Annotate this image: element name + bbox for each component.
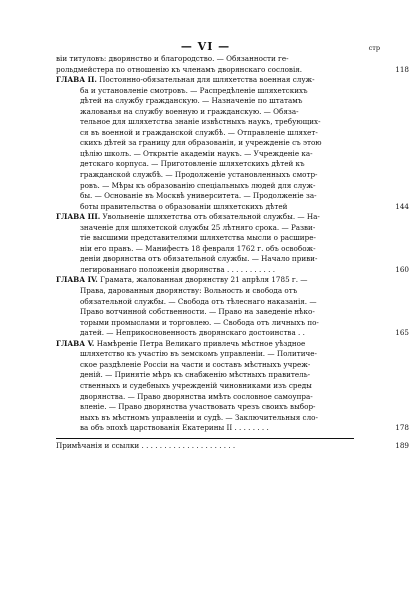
toc-line: боты правительства о образованіи шляхетскихъ дѣтей: [80, 201, 288, 211]
toc-line: скихъ дѣтей за границу для образованія, и учрежденіе съ этою: [80, 138, 322, 148]
toc-line: цѣлію школъ. — Открытіе академіи наукъ. — Учрежденіе ка-: [80, 148, 313, 158]
toc-line: Увольненіе шляхетства отъ обязательной службы. — На-: [100, 212, 320, 222]
toc-entry-notes[interactable]: [56, 440, 409, 452]
chapter-label: ГЛАВА III.: [56, 212, 101, 222]
toc-line: бы. — Основаніе въ Москвѣ университета. — Продолженіе за-: [80, 191, 317, 201]
toc-line: Грамата, жалованная дворянству 21 апрѣля 1785 г. —: [97, 275, 308, 285]
toc-line: дворянства. — Право дворянства имѣть сословное самоупра-: [80, 391, 313, 401]
toc-line: віи титуловъ: дворянство и благородство. — Обязанности ге-: [56, 54, 289, 63]
toc-line: Право вотчинной собственности. — Право на заведеніе нѣко-: [80, 307, 315, 317]
toc-line: Права, дарованныя дворянству: Вольность и свобода отъ: [80, 286, 298, 296]
toc-line: ныхъ въ мѣстномъ управленіи и судѣ. — Заключительныя сло-: [80, 412, 318, 422]
toc-line: дѣтей на службу гражданскую. — Назначеніе по штатамъ: [80, 96, 303, 106]
toc-line: детскаго корпуса. — Приготовленіе шляхетскихъ дѣтей къ: [80, 159, 305, 169]
toc-line: Постоянно-обязательная для шляхетства военная служ-: [96, 75, 315, 85]
toc-entry-chapter-2[interactable]: [56, 75, 409, 212]
toc-line: деніи дворянства отъ обязательной службы. — Начало приви-: [80, 254, 318, 264]
toc-line: жалованья на службу военную и гражданскую. — Обяза-: [80, 106, 299, 116]
toc-entry-intro: [56, 54, 409, 75]
toc-line: датей. — Неприкосновенность дворянскаго достоинства . .: [80, 328, 305, 338]
toc-line: тельное для шляхетства знаніе извѣстныхъ наукъ, требующих-: [80, 117, 321, 127]
toc-line: торыми промыслами и торговлею. — Свобода отъ личныхъ по-: [80, 317, 319, 327]
page-column-label: стр: [368, 44, 380, 52]
chapter-label: ГЛАВА V.: [56, 338, 95, 348]
toc-line: ственныхъ и судебныхъ учрежденій чиновниками изъ среды: [80, 380, 312, 390]
toc-line: ское раздѣленіе Россіи на части и составъ мѣстныхъ учреж-: [80, 359, 311, 369]
toc-line: ба и установленіе смотровъ. — Распредѣленіе шляхетскихъ: [80, 85, 308, 95]
toc-line: ніи его правъ. — Манифестъ 18 февраля 1762 г. объ освобож-: [80, 243, 316, 253]
toc-line: шляхетство къ участію въ земскомъ управленіи. — Политиче-: [80, 349, 317, 359]
toc-page-number: 165: [395, 328, 409, 338]
toc-line: деній. — Принятіе мѣръ къ снабженію мѣстныхъ правитель-: [80, 370, 311, 380]
toc-line: Намѣреніе Петра Великаго привлечь мѣстное уѣздное: [94, 338, 306, 348]
divider: [56, 438, 354, 439]
toc-line: Примѣчанія и ссылки . . . . . . . . . . . . . . . . . . . . .: [56, 440, 236, 450]
toc-line: ровъ. — Мѣры къ образованію спеціальныхъ людей для служ-: [80, 180, 316, 190]
toc-line: вленіе. — Право дворянства участвовать чрезъ своихъ выбор-: [80, 402, 316, 412]
toc-page-number: 178: [395, 423, 409, 433]
toc-page-number: 160: [395, 264, 409, 274]
toc-page-number: 118: [395, 64, 409, 74]
chapter-label: ГЛАВА II.: [56, 75, 97, 85]
page-number-header: — VI —: [180, 40, 231, 53]
toc-page-number: 144: [395, 201, 409, 211]
toc-entry-chapter-3[interactable]: [56, 212, 409, 275]
toc-line: рольдмейстера по отношенію къ членамъ дворянскаго сословія.: [56, 64, 303, 74]
toc-entry-chapter-4[interactable]: [56, 275, 409, 338]
toc-line: обязательной службы. — Свобода отъ тѣлеснаго наказанія. —: [80, 296, 317, 306]
table-of-contents: [56, 54, 409, 451]
toc-entry-chapter-5[interactable]: [56, 338, 409, 434]
toc-line: ва объ эпохѣ царствованія Екатерины II . . . . . . . .: [80, 423, 269, 433]
toc-line: тіе высшими представителями шляхетства мысли о расшире-: [80, 233, 316, 243]
chapter-label: ГЛАВА IV.: [56, 275, 98, 285]
toc-page-number: 189: [395, 440, 409, 450]
toc-line: значеніе для шляхетской службы 25 лѣтняго срока. — Разви-: [80, 222, 316, 232]
toc-line: легированнаго положенія дворянства . . . . . . . . . . .: [80, 264, 275, 274]
toc-line: гражданской службѣ. — Продолженіе установленныхъ смотр-: [80, 170, 318, 180]
toc-line: ся въ военной и гражданской службѣ. — Отправленіе шляхет-: [80, 127, 318, 137]
